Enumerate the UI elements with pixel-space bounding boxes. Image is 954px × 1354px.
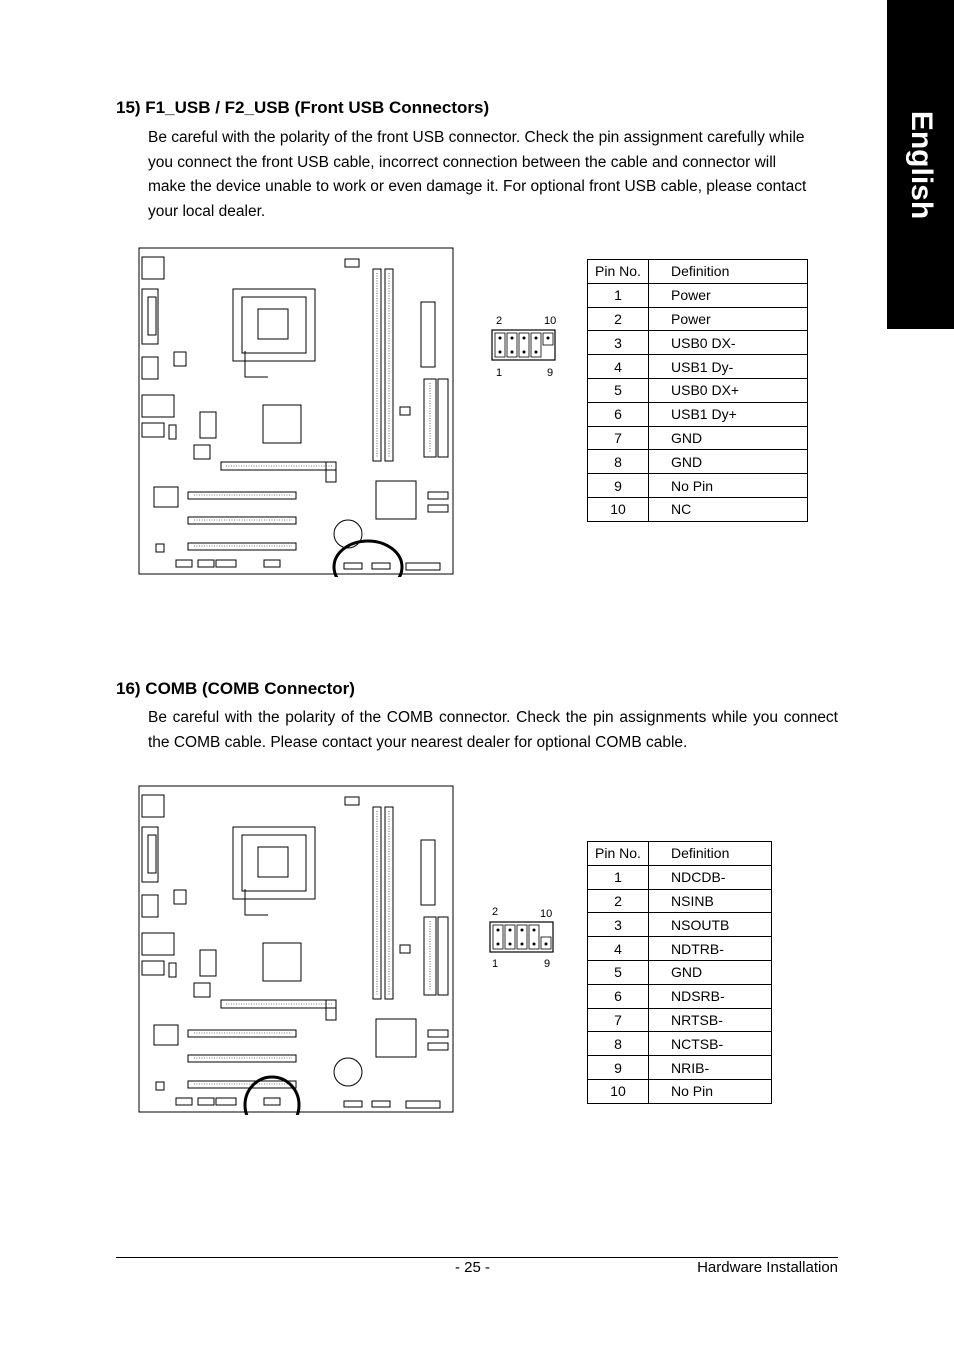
section-15-title: 15) F1_USB / F2_USB (Front USB Connectors) [116, 98, 490, 117]
pin-number: 3 [588, 913, 649, 937]
pin-number: 1 [588, 865, 649, 889]
table-row [588, 1032, 772, 1056]
pin-definition: GND [649, 426, 808, 450]
pin-definition: NRTSB- [649, 1008, 772, 1032]
pin-definition: NDTRB- [649, 937, 772, 961]
table-row [588, 1008, 772, 1032]
usb-label-top-left: 2 [496, 315, 503, 327]
table-row [588, 937, 772, 961]
table-row [588, 355, 808, 379]
comb-label-bottom-right: 9 [544, 958, 551, 970]
pin-definition: No Pin [649, 1079, 772, 1103]
table-header-pin: Pin No. [588, 842, 649, 866]
pin-definition: Power [649, 307, 808, 331]
comb-pin-table [587, 841, 772, 1104]
motherboard-diagram-comb [138, 785, 455, 1115]
pin-definition: NRIB- [649, 1056, 772, 1080]
pin-number: 10 [588, 1079, 649, 1103]
comb-pin-header-diagram [484, 902, 564, 972]
table-row [588, 283, 808, 307]
usb-pin-table [587, 259, 808, 522]
table-row [588, 378, 808, 402]
pin-definition: GND [649, 960, 772, 984]
footer-rule [116, 1257, 838, 1258]
language-tab [887, 0, 954, 329]
pin-number: 6 [588, 402, 649, 426]
pin-number: 5 [588, 960, 649, 984]
usb-pin-header-diagram [486, 310, 566, 380]
chapter-title: Hardware Installation [697, 1259, 838, 1276]
usb-label-bottom-left: 1 [496, 367, 503, 379]
language-tab-label: English [904, 110, 938, 219]
page-number: - 25 - [455, 1259, 491, 1276]
pin-number: 4 [588, 937, 649, 961]
section-16-body: Be careful with the polarity of the COMB connector. Check the pin assignments while you connect the COMB cable. Please contact your nearest dealer for optional COMB cable. [148, 709, 838, 751]
comb-label-top-left: 2 [492, 906, 499, 918]
table-row [588, 307, 808, 331]
comb-label-top-right: 10 [540, 908, 553, 920]
pin-number: 10 [588, 497, 649, 521]
table-header-pin: Pin No. [588, 260, 649, 284]
motherboard-diagram-usb [138, 247, 455, 577]
pin-number: 8 [588, 450, 649, 474]
section-15-body: Be careful with the polarity of the front USB connector. Check the pin assignment carefully while you connect the front USB cable, incorrect connection between the cable and connector will make the device unable to work or even damage it. For optional front USB cable, please contact your local dealer. [148, 129, 807, 220]
pin-number: 9 [588, 474, 649, 498]
pin-number: 7 [588, 426, 649, 450]
table-header-row [588, 842, 772, 866]
pin-definition: USB0 DX- [649, 331, 808, 355]
pin-number: 8 [588, 1032, 649, 1056]
pin-number: 5 [588, 378, 649, 402]
comb-label-bottom-left: 1 [492, 958, 499, 970]
pin-definition: NCTSB- [649, 1032, 772, 1056]
pin-number: 1 [588, 283, 649, 307]
pin-definition: USB1 Dy- [649, 355, 808, 379]
pin-number: 7 [588, 1008, 649, 1032]
pin-number: 4 [588, 355, 649, 379]
pin-definition: No Pin [649, 474, 808, 498]
pin-definition: NSINB [649, 889, 772, 913]
table-row [588, 865, 772, 889]
table-row [588, 474, 808, 498]
pin-number: 9 [588, 1056, 649, 1080]
usb-label-bottom-right: 9 [547, 367, 554, 379]
section-16-title: 16) COMB (COMB Connector) [116, 679, 355, 698]
pin-definition: USB1 Dy+ [649, 402, 808, 426]
pin-definition: NC [649, 497, 808, 521]
pin-definition: Power [649, 283, 808, 307]
pin-definition: GND [649, 450, 808, 474]
table-row [588, 889, 772, 913]
table-row [588, 450, 808, 474]
table-row [588, 426, 808, 450]
table-header-row [588, 260, 808, 284]
pin-number: 6 [588, 984, 649, 1008]
table-row [588, 497, 808, 521]
pin-definition: NSOUTB [649, 913, 772, 937]
pin-number: 2 [588, 889, 649, 913]
table-row [588, 984, 772, 1008]
table-row [588, 960, 772, 984]
table-row [588, 331, 808, 355]
pin-definition: NDCDB- [649, 865, 772, 889]
table-row [588, 1056, 772, 1080]
table-header-definition: Definition [649, 260, 808, 284]
table-header-definition: Definition [649, 842, 772, 866]
table-row [588, 1079, 772, 1103]
pin-definition: USB0 DX+ [649, 378, 808, 402]
usb-label-top-right: 10 [544, 315, 557, 327]
pin-number: 2 [588, 307, 649, 331]
table-row [588, 913, 772, 937]
table-row [588, 402, 808, 426]
pin-definition: NDSRB- [649, 984, 772, 1008]
pin-number: 3 [588, 331, 649, 355]
